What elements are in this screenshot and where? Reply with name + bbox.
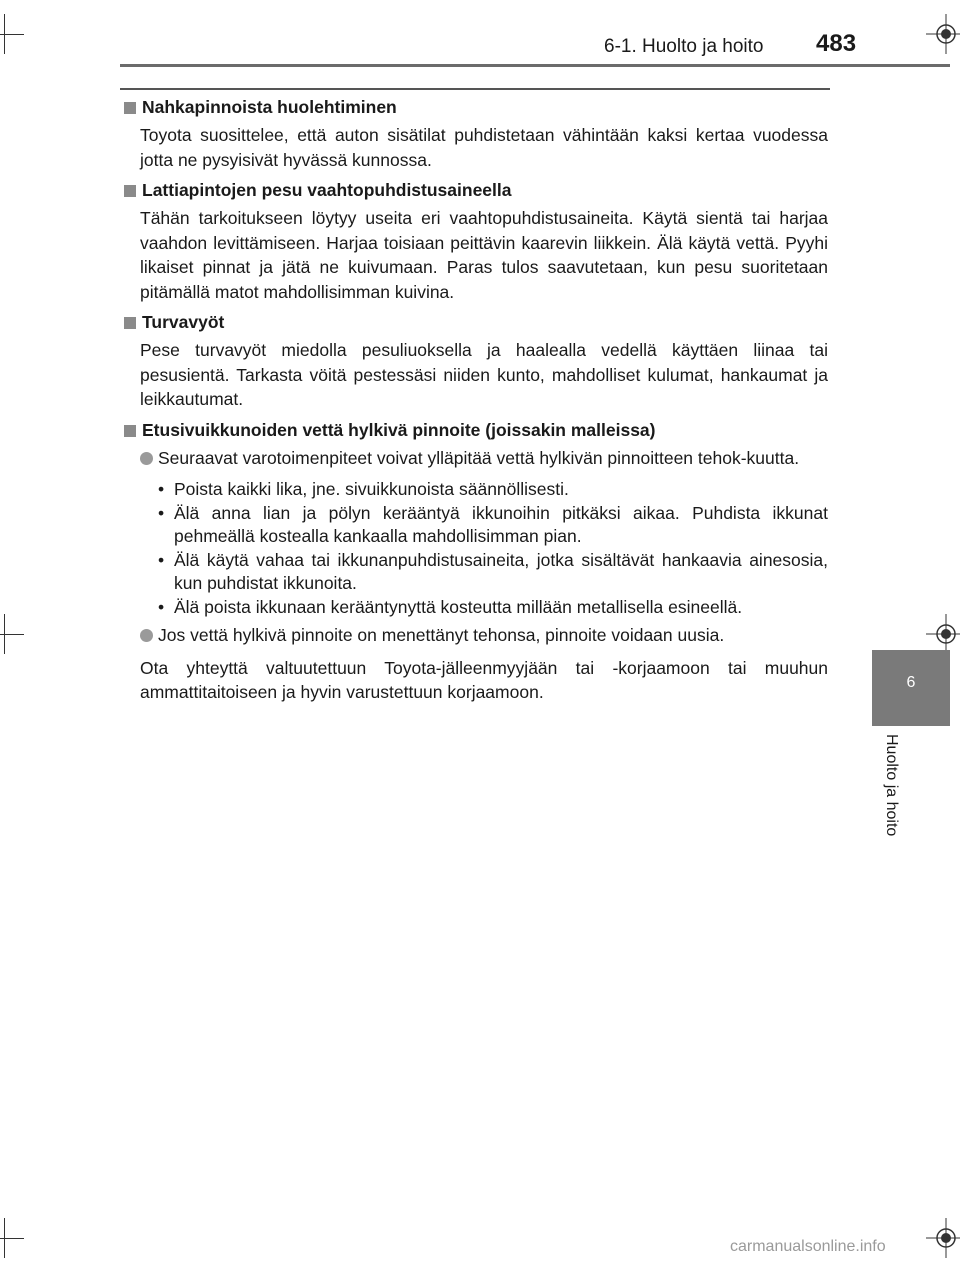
final-paragraph: Ota yhteyttä valtuutettuun Toyota-jälleenmyyjään tai -korjaamoon tai muuhun ammattitaitoiseen ja hyvin varustettuun korjaamoon. — [140, 657, 828, 702]
section-leather — [120, 95, 828, 172]
crop-mark — [4, 614, 5, 654]
bullet-marker: • — [158, 479, 165, 499]
section-heading: Turvavyöt — [120, 310, 828, 335]
section-paragraph: Toyota suosittelee, että auton sisätilat puhdistetaan vähintään kaksi kertaa vuodessa jotta ne pysyisivät hyvässä kunnossa. — [140, 125, 828, 170]
chapter-tab — [872, 650, 950, 726]
square-bullet-icon — [124, 102, 136, 114]
bullet-marker: • — [158, 502, 165, 523]
chapter-number: 6 — [906, 674, 916, 691]
page-content — [120, 95, 828, 711]
list-item: • Poista kaikki lika, jne. sivuikkunoista säännöllisesti. — [158, 478, 828, 502]
section-heading: Nahkapinnoista huolehtiminen — [120, 95, 828, 120]
chapter-label: Huolto ja hoito — [883, 734, 900, 837]
watermark: carmanualsonline.info — [730, 1238, 886, 1255]
page-number: 483 — [816, 30, 857, 57]
section-window-coating — [120, 418, 828, 705]
registration-mark — [926, 1218, 960, 1258]
crop-mark — [4, 14, 5, 54]
section-floor-foam — [120, 178, 828, 304]
list-item: • Älä käytä vahaa tai ikkunanpuhdistusaineita, jotka sisältävät hankaavia ainesosia, kun puhdistat ikkunoita. — [158, 549, 828, 596]
circle-bullet-icon — [140, 629, 153, 642]
section-heading: Lattiapintojen pesu vaahtopuhdistusaineella — [120, 178, 828, 203]
header-section-title: 6-1. Huolto ja hoito — [604, 36, 764, 57]
square-bullet-icon — [124, 185, 136, 197]
crop-mark — [4, 1218, 5, 1258]
header-rule — [120, 64, 950, 67]
bullet-marker: • — [158, 549, 165, 570]
circle-point: Seuraavat varotoimenpiteet voivat ylläpitää vettä hylkivän pinnoitteen tehok-kuutta. — [140, 446, 828, 471]
circle-point: Jos vettä hylkivä pinnoite on menettänyt tehonsa, pinnoite voidaan uusia. — [140, 623, 828, 648]
section-paragraph: Pese turvavyöt miedolla pesuliuoksella ja haalealla vedellä käyttäen liinaa tai pesusientä. Tarkasta vöitä pestessäsi niiden kunto, mahdolliset kulumat, hankaumat ja leikkautumat. — [140, 340, 828, 409]
square-bullet-icon — [124, 317, 136, 329]
section-paragraph: Tähän tarkoitukseen löytyy useita eri vaahtopuhdistusaineita. Käytä sientä tai harjaa vaahdon levittämiseen. Harjaa toisiaan peittävin kaarevin liikkein. Älä käytä vettä. Pyyhi likaiset pinnat ja jätä ne kuivumaan. Paras tulos saavutetaan, kun pesu suoritetaan pitämällä matot mahdollisimman kuivina. — [140, 208, 828, 302]
list-item: • Älä anna lian ja pölyn kerääntyä ikkunoihin pitkäksi aikaa. Puhdista ikkunat pehmeällä kostealla kankaalla mahdollisimman pian. — [158, 502, 828, 549]
list-item: • Älä poista ikkunaan kerääntynyttä kosteutta millään metallisella esineellä. — [158, 596, 828, 620]
section-heading: Etusivuikkunoiden vettä hylkivä pinnoite (joissakin malleissa) — [120, 418, 828, 443]
bullet-marker: • — [158, 596, 165, 617]
bullet-list — [158, 478, 828, 619]
section-seatbelts — [120, 310, 828, 412]
registration-mark — [926, 614, 960, 654]
content-rule — [120, 88, 830, 90]
square-bullet-icon — [124, 425, 136, 437]
circle-bullet-icon — [140, 452, 153, 465]
registration-mark — [926, 14, 960, 54]
